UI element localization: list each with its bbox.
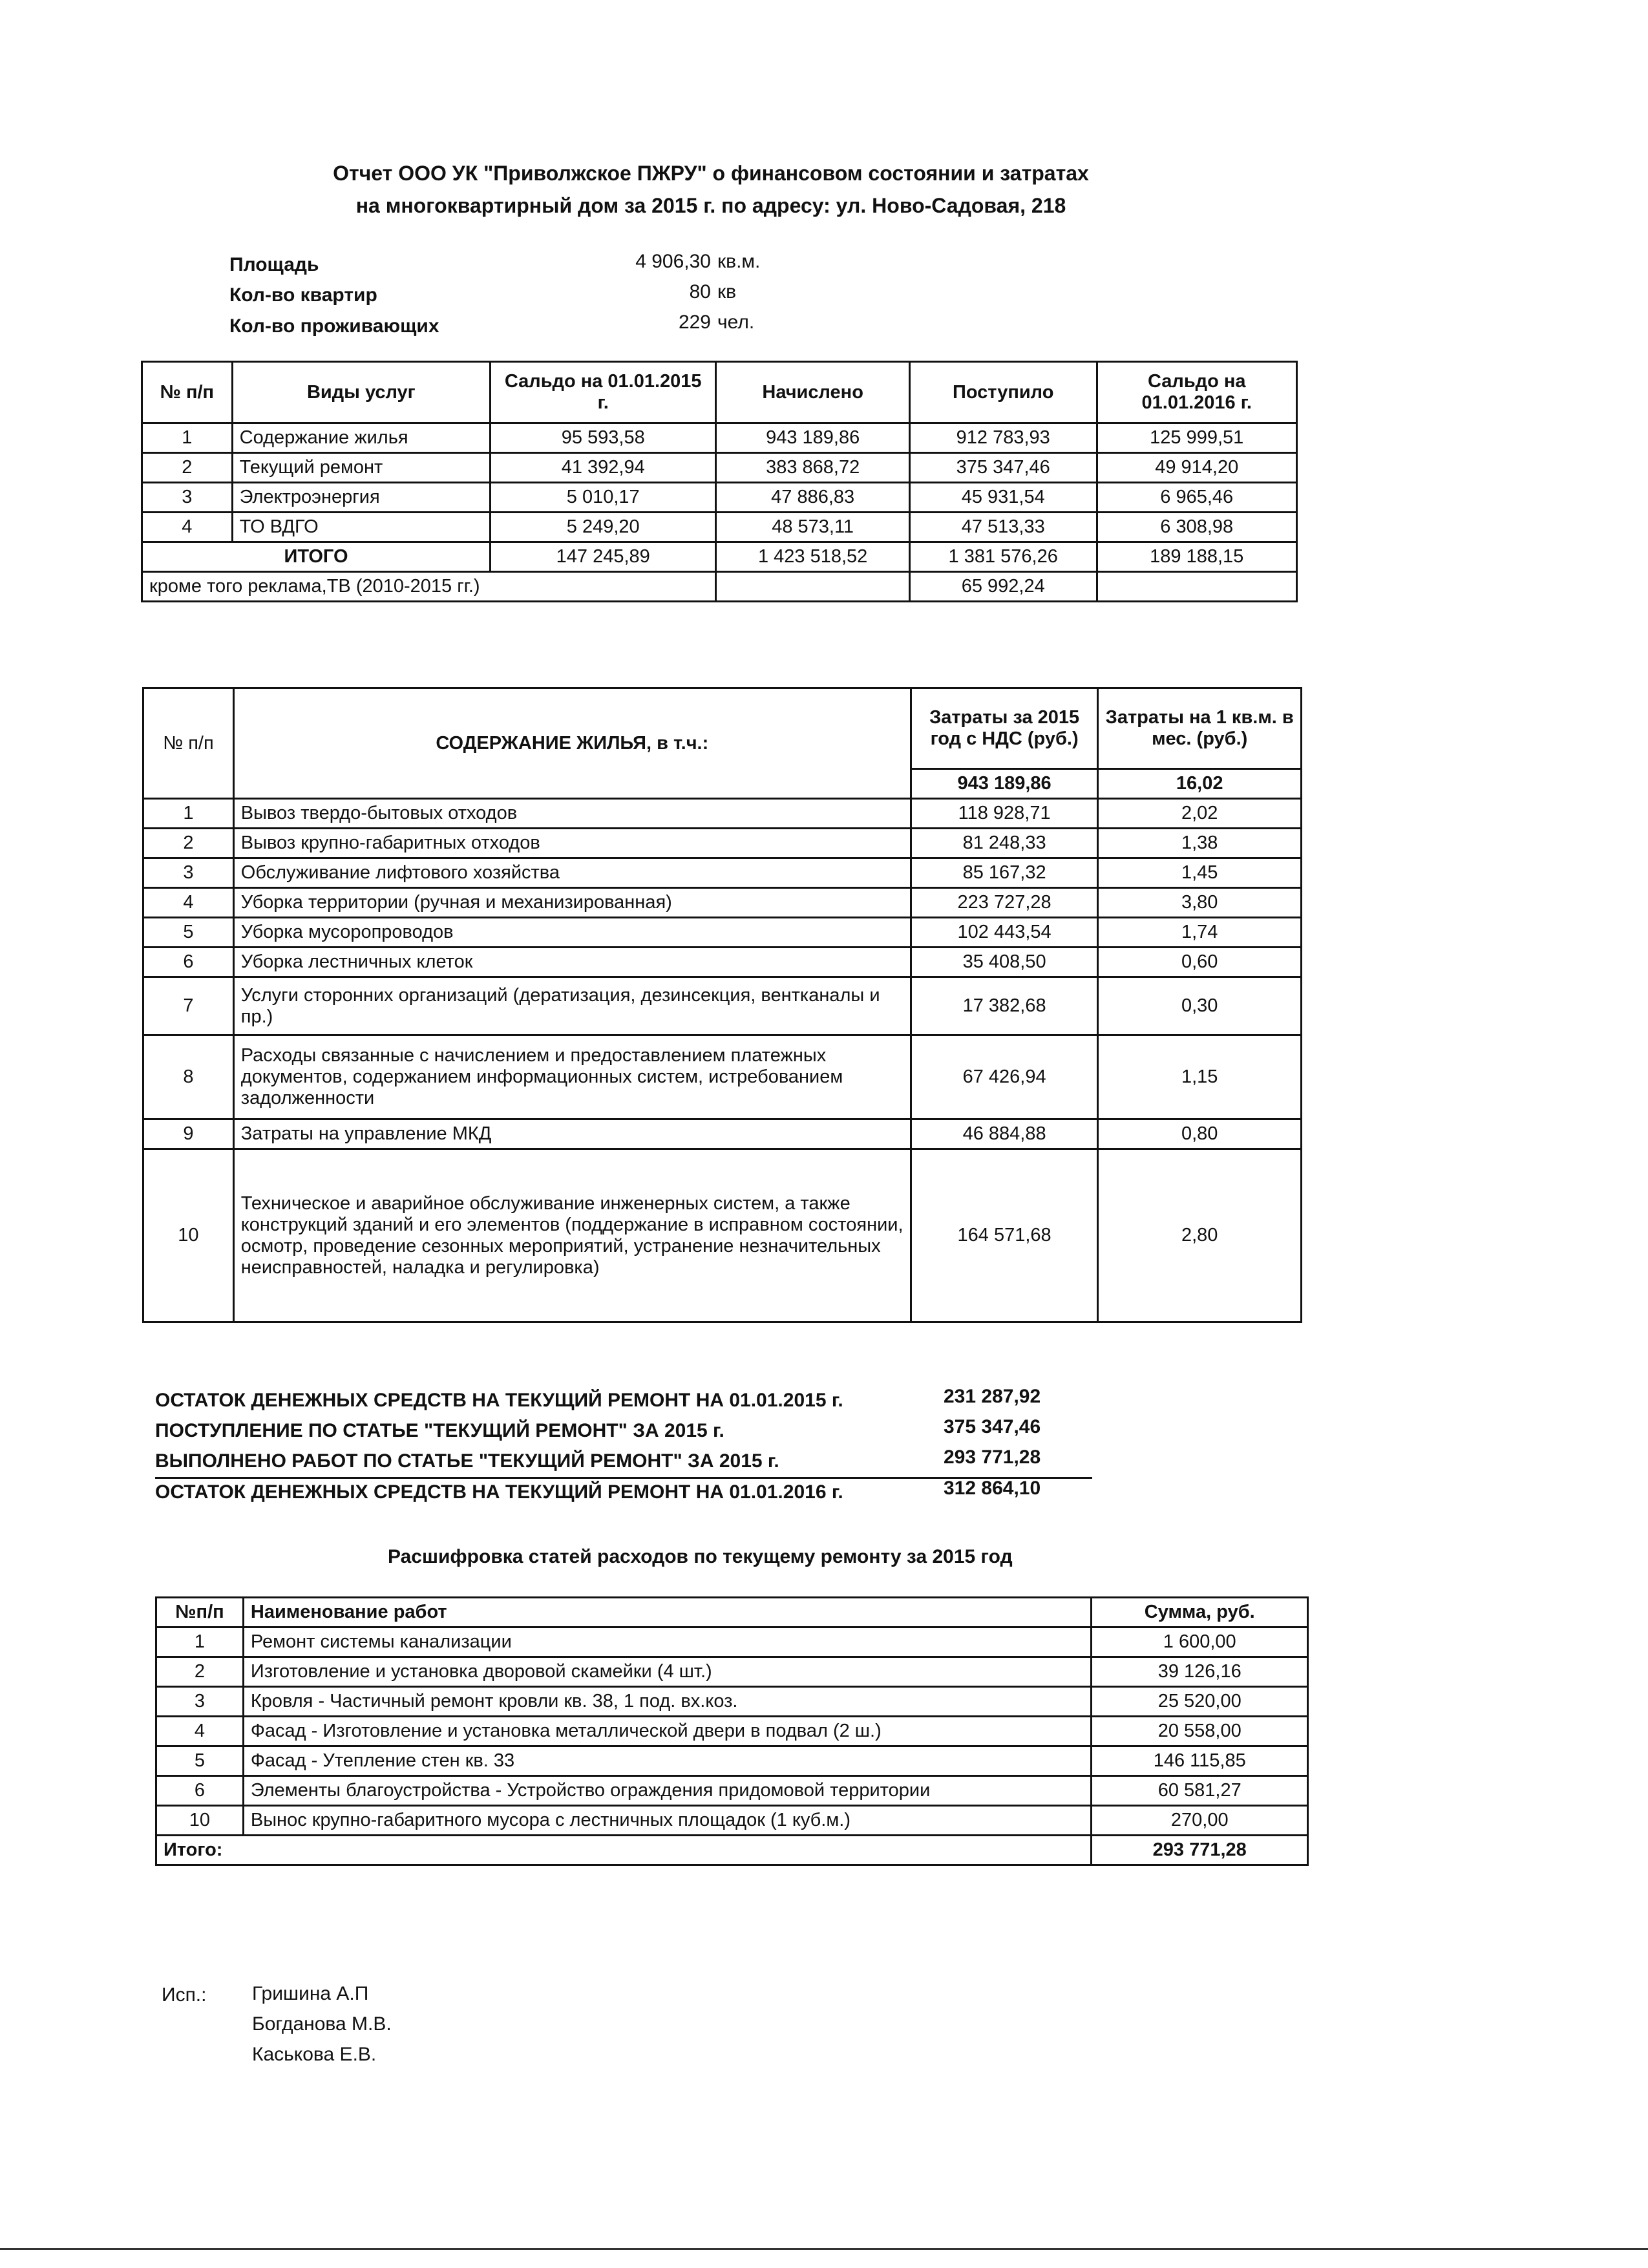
row-balance-2016: 125 999,51: [1097, 423, 1297, 453]
table-row: [156, 1776, 1308, 1806]
total-balance-2016: 189 188,15: [1097, 542, 1297, 572]
row-sum: 20 558,00: [1092, 1717, 1308, 1746]
row-work-name: Изготовление и установка дворовой скамейки (4 шт.): [243, 1657, 1092, 1687]
row-received: 912 783,93: [909, 423, 1097, 453]
row-balance-2015: 41 392,94: [491, 453, 716, 483]
table-row: [143, 977, 1302, 1035]
col-maintenance: СОДЕРЖАНИЕ ЖИЛЬЯ, в т.ч.:: [233, 688, 911, 799]
extra-label: кроме того реклама,ТВ (2010-2015 гг.): [142, 572, 716, 602]
row-work-name: Вынос крупно-габаритного мусора с лестничных площадок (1 куб.м.): [243, 1806, 1092, 1836]
table-row: [156, 1657, 1308, 1687]
row-per-m2: 1,74: [1098, 918, 1302, 948]
executor-name-2: Богданова М.В.: [252, 2013, 392, 2035]
row-per-m2: 1,38: [1098, 829, 1302, 858]
row-accrued: 383 868,72: [716, 453, 910, 483]
info-apartments-label: Кол-во квартир: [229, 284, 377, 306]
row-balance-2015: 5 249,20: [491, 513, 716, 542]
col-balance-2016: Сальдо на 01.01.2016 г.: [1097, 362, 1297, 423]
row-number: 9: [143, 1119, 234, 1149]
row-number: 6: [156, 1776, 244, 1806]
table-row: [143, 888, 1302, 918]
col-cost-2015: Затраты за 2015 год с НДС (руб.): [911, 688, 1098, 769]
row-service: Текущий ремонт: [232, 453, 490, 483]
finance-table-header: [142, 362, 1297, 423]
row-cost: 223 727,28: [911, 888, 1098, 918]
repair-total-sum: 293 771,28: [1092, 1836, 1308, 1865]
row-balance-2016: 6 308,98: [1097, 513, 1297, 542]
row-work-name: Фасад - Изготовление и установка металлической двери в подвал (2 ш.): [243, 1717, 1092, 1746]
table-row: [143, 799, 1302, 829]
row-per-m2: 0,80: [1098, 1119, 1302, 1149]
col-number: №п/п: [156, 1598, 244, 1627]
scan-edge-line: [0, 2248, 1648, 2250]
row-number: 5: [143, 918, 234, 948]
row-balance-2016: 49 914,20: [1097, 453, 1297, 483]
row-number: 1: [142, 423, 233, 453]
summary-label-4: ОСТАТОК ДЕНЕЖНЫХ СРЕДСТВ НА ТЕКУЩИЙ РЕМОНТ НА 01.01.2016 г.: [155, 1481, 843, 1503]
row-number: 8: [143, 1035, 234, 1119]
table-row: [143, 858, 1302, 888]
col-service: Виды услуг: [232, 362, 490, 423]
row-received: 47 513,33: [909, 513, 1097, 542]
row-sum: 146 115,85: [1092, 1746, 1308, 1776]
row-sum: 270,00: [1092, 1806, 1308, 1836]
info-residents-unit: чел.: [717, 312, 755, 333]
row-number: 2: [156, 1657, 244, 1687]
table-row: [156, 1627, 1308, 1657]
row-accrued: 48 573,11: [716, 513, 910, 542]
row-balance-2015: 5 010,17: [491, 483, 716, 513]
row-number: 5: [156, 1746, 244, 1776]
row-per-m2: 0,60: [1098, 948, 1302, 977]
total-received: 1 381 576,26: [909, 542, 1097, 572]
row-accrued: 47 886,83: [716, 483, 910, 513]
summary-value-2: 375 347,46: [944, 1416, 1041, 1437]
row-work-name: Ремонт системы канализации: [243, 1627, 1092, 1657]
table-row: [142, 513, 1297, 542]
col-number: № п/п: [143, 688, 234, 799]
row-service: ТО ВДГО: [232, 513, 490, 542]
row-number: 3: [142, 483, 233, 513]
report-title-line1: Отчет ООО УК "Приволжское ПЖРУ" о финансовом состоянии и затратах: [333, 162, 1089, 185]
total-balance-2015: 147 245,89: [491, 542, 716, 572]
table-row: [156, 1806, 1308, 1836]
table-row: [143, 829, 1302, 858]
row-per-m2: 1,45: [1098, 858, 1302, 888]
row-per-m2: 0,30: [1098, 977, 1302, 1035]
row-number: 6: [143, 948, 234, 977]
row-cost: 35 408,50: [911, 948, 1098, 977]
total-accrued: 1 423 518,52: [716, 542, 910, 572]
info-area-label: Площадь: [229, 254, 319, 275]
row-item: Услуги сторонних организаций (дератизация, дезинсекция, вентканалы и пр.): [233, 977, 911, 1035]
extra-received: 65 992,24: [909, 572, 1097, 602]
row-sum: 39 126,16: [1092, 1657, 1308, 1687]
row-item: Обслуживание лифтового хозяйства: [233, 858, 911, 888]
finance-table: [141, 361, 1298, 602]
row-cost: 85 167,32: [911, 858, 1098, 888]
report-title-line2: на многоквартирный дом за 2015 г. по адресу: ул. Ново-Садовая, 218: [355, 194, 1066, 217]
repair-table: [155, 1596, 1309, 1866]
repair-breakdown-title: Расшифровка статей расходов по текущему ремонту за 2015 год: [388, 1546, 1013, 1567]
table-row: [142, 453, 1297, 483]
maintenance-table: [142, 687, 1302, 1323]
table-row: [143, 918, 1302, 948]
col-balance-2015: Сальдо на 01.01.2015 г.: [491, 362, 716, 423]
row-cost: 17 382,68: [911, 977, 1098, 1035]
row-item: Уборка территории (ручная и механизированная): [233, 888, 911, 918]
summary-label-2: ПОСТУПЛЕНИЕ ПО СТАТЬЕ "ТЕКУЩИЙ РЕМОНТ" ЗА 2015 г.: [155, 1420, 724, 1441]
total-per-m2: 16,02: [1098, 769, 1302, 799]
col-received: Поступило: [909, 362, 1097, 423]
row-cost: 46 884,88: [911, 1119, 1098, 1149]
row-item: Расходы связанные с начислением и предоставлением платежных документов, содержанием информационных систем, истребованием задолженности: [233, 1035, 911, 1119]
total-cost: 943 189,86: [911, 769, 1098, 799]
row-number: 10: [156, 1806, 244, 1836]
col-sum: Сумма, руб.: [1092, 1598, 1308, 1627]
row-cost: 102 443,54: [911, 918, 1098, 948]
row-number: 3: [156, 1687, 244, 1717]
row-number: 3: [143, 858, 234, 888]
row-sum: 25 520,00: [1092, 1687, 1308, 1717]
row-number: 2: [142, 453, 233, 483]
row-balance-2016: 6 965,46: [1097, 483, 1297, 513]
info-area-unit: кв.м.: [717, 251, 761, 272]
col-number: № п/п: [142, 362, 233, 423]
table-row: [143, 1119, 1302, 1149]
info-apartments-value: 80: [689, 281, 711, 302]
row-number: 7: [143, 977, 234, 1035]
table-row: [156, 1746, 1308, 1776]
row-per-m2: 1,15: [1098, 1035, 1302, 1119]
row-number: 1: [143, 799, 234, 829]
info-area-value: 4 906,30: [635, 251, 711, 272]
summary-value-1: 231 287,92: [944, 1386, 1041, 1407]
row-work-name: Кровля - Частичный ремонт кровли кв. 38, 1 под. вх.коз.: [243, 1687, 1092, 1717]
info-apartments-unit: кв: [717, 281, 737, 302]
table-row: [143, 1035, 1302, 1119]
info-residents-label: Кол-во проживающих: [229, 315, 439, 337]
table-row: [142, 483, 1297, 513]
table-row: [143, 948, 1302, 977]
total-label: ИТОГО: [142, 542, 491, 572]
row-received: 45 931,54: [909, 483, 1097, 513]
row-cost: 164 571,68: [911, 1149, 1098, 1322]
row-received: 375 347,46: [909, 453, 1097, 483]
summary-label-3: ВЫПОЛНЕНО РАБОТ ПО СТАТЬЕ "ТЕКУЩИЙ РЕМОНТ" ЗА 2015 г.: [155, 1450, 779, 1472]
row-accrued: 943 189,86: [716, 423, 910, 453]
table-row: [156, 1687, 1308, 1717]
summary-value-3: 293 771,28: [944, 1447, 1041, 1468]
row-number: 2: [143, 829, 234, 858]
repair-table-header: [156, 1598, 1308, 1627]
table-extra-row: [142, 572, 1297, 602]
col-accrued: Начислено: [716, 362, 910, 423]
row-work-name: Фасад - Утепление стен кв. 33: [243, 1746, 1092, 1776]
row-work-name: Элементы благоустройства - Устройство ограждения придомовой территории: [243, 1776, 1092, 1806]
row-number: 4: [142, 513, 233, 542]
row-number: 4: [143, 888, 234, 918]
report-title: [0, 157, 1422, 222]
row-item: Уборка лестничных клеток: [233, 948, 911, 977]
summary-label-1: ОСТАТОК ДЕНЕЖНЫХ СРЕДСТВ НА ТЕКУЩИЙ РЕМОНТ НА 01.01.2015 г.: [155, 1390, 843, 1411]
row-number: 4: [156, 1717, 244, 1746]
row-item: Вывоз твердо-бытовых отходов: [233, 799, 911, 829]
row-item: Уборка мусоропроводов: [233, 918, 911, 948]
row-number: 10: [143, 1149, 234, 1322]
extra-balance-empty: [1097, 572, 1297, 602]
row-item: Затраты на управление МКД: [233, 1119, 911, 1149]
row-cost: 81 248,33: [911, 829, 1098, 858]
row-cost: 67 426,94: [911, 1035, 1098, 1119]
repair-total-label: Итого:: [156, 1836, 1092, 1865]
row-sum: 1 600,00: [1092, 1627, 1308, 1657]
col-work-name: Наименование работ: [243, 1598, 1092, 1627]
row-sum: 60 581,27: [1092, 1776, 1308, 1806]
row-service: Содержание жилья: [232, 423, 490, 453]
table-row: [156, 1717, 1308, 1746]
info-residents-value: 229: [678, 312, 711, 333]
row-item: Вывоз крупно-габаритных отходов: [233, 829, 911, 858]
repair-total-row: [156, 1836, 1308, 1865]
table-total-row: [142, 542, 1297, 572]
table-row: [143, 1149, 1302, 1322]
col-cost-per-m2: Затраты на 1 кв.м. в мес. (руб.): [1098, 688, 1302, 769]
row-per-m2: 3,80: [1098, 888, 1302, 918]
executors-label: Исп.:: [162, 1984, 207, 2006]
row-item: Техническое и аварийное обслуживание инженерных систем, а также конструкций зданий и его элементов (поддержание в исправном состоянии, осмотр, проведение сезонных мероприятий, устранение незначительных неисправностей, наладка и регулировка): [233, 1149, 911, 1322]
summary-value-4: 312 864,10: [944, 1478, 1041, 1499]
row-per-m2: 2,80: [1098, 1149, 1302, 1322]
row-service: Электроэнергия: [232, 483, 490, 513]
row-number: 1: [156, 1627, 244, 1657]
row-balance-2015: 95 593,58: [491, 423, 716, 453]
extra-accrued-empty: [716, 572, 910, 602]
executor-name-1: Гришина А.П: [252, 1983, 369, 2004]
row-per-m2: 2,02: [1098, 799, 1302, 829]
table-row: [142, 423, 1297, 453]
maintenance-table-header: [143, 688, 1302, 769]
row-cost: 118 928,71: [911, 799, 1098, 829]
executor-name-3: Каськова Е.В.: [252, 2044, 377, 2065]
